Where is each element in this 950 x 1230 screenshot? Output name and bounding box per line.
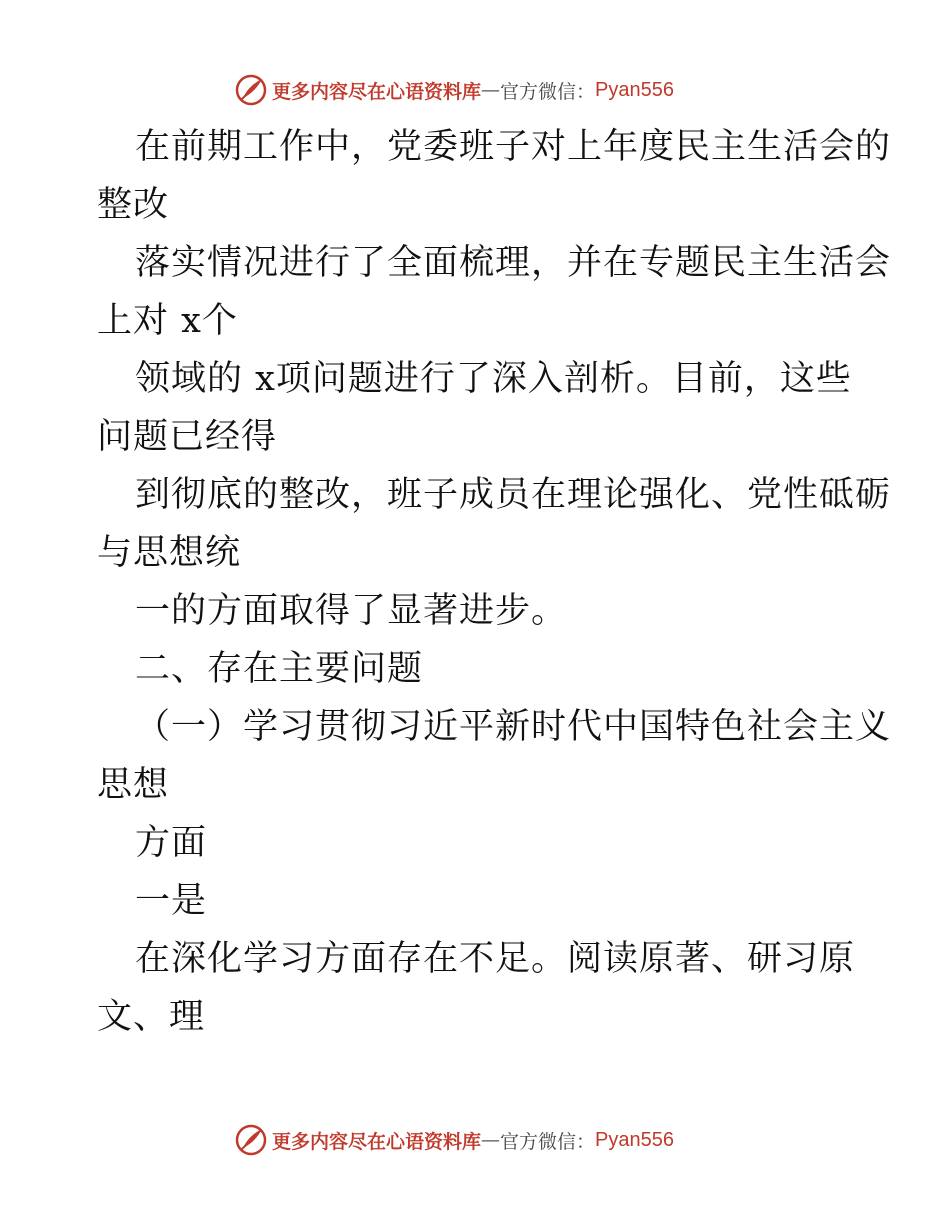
text-line: 文、理	[97, 997, 206, 1037]
watermark-brand: 更多内容尽在心语资料库	[272, 1130, 482, 1153]
text-line: 一是	[135, 881, 208, 921]
text-line: 与思想统	[97, 533, 242, 573]
watermark-separator: —	[481, 79, 501, 101]
text-line: 一的方面取得了显著进步。	[135, 591, 568, 631]
watermark-wechat-id: Pyan556	[595, 1128, 674, 1151]
text-line: 上对 x个	[97, 301, 238, 341]
watermark-separator: —	[481, 1129, 501, 1151]
text-line: 整改	[97, 185, 170, 225]
text-line: 方面	[135, 823, 208, 863]
section-heading: 二、存在主要问题	[135, 649, 424, 689]
watermark-wechat-label: 官方微信：	[500, 1130, 596, 1153]
watermark-wechat-id: Pyan556	[595, 78, 674, 101]
text-line: 在前期工作中，党委班子对上年度民主生活会的	[135, 127, 892, 167]
text-line: 在深化学习方面存在不足。阅读原著、研习原	[135, 939, 856, 979]
subsection-heading: （一）学习贯彻习近平新时代中国特色社会主义	[135, 707, 892, 747]
footer-watermark	[234, 1122, 674, 1158]
text-line: 思想	[97, 765, 170, 805]
watermark-brand: 更多内容尽在心语资料库	[272, 80, 482, 103]
watermark-wechat-label: 官方微信：	[500, 80, 596, 103]
quill-pen-logo-icon	[234, 1123, 268, 1157]
text-line: 到彻底的整改，班子成员在理论强化、党性砥砺	[135, 475, 892, 515]
text-line: 领域的 x项问题进行了深入剖析。目前，这些	[135, 359, 852, 399]
header-watermark	[234, 72, 674, 108]
quill-pen-logo-icon	[234, 73, 268, 107]
text-line: 问题已经得	[97, 417, 278, 457]
text-line: 落实情况进行了全面梳理，并在专题民主生活会	[135, 243, 892, 283]
